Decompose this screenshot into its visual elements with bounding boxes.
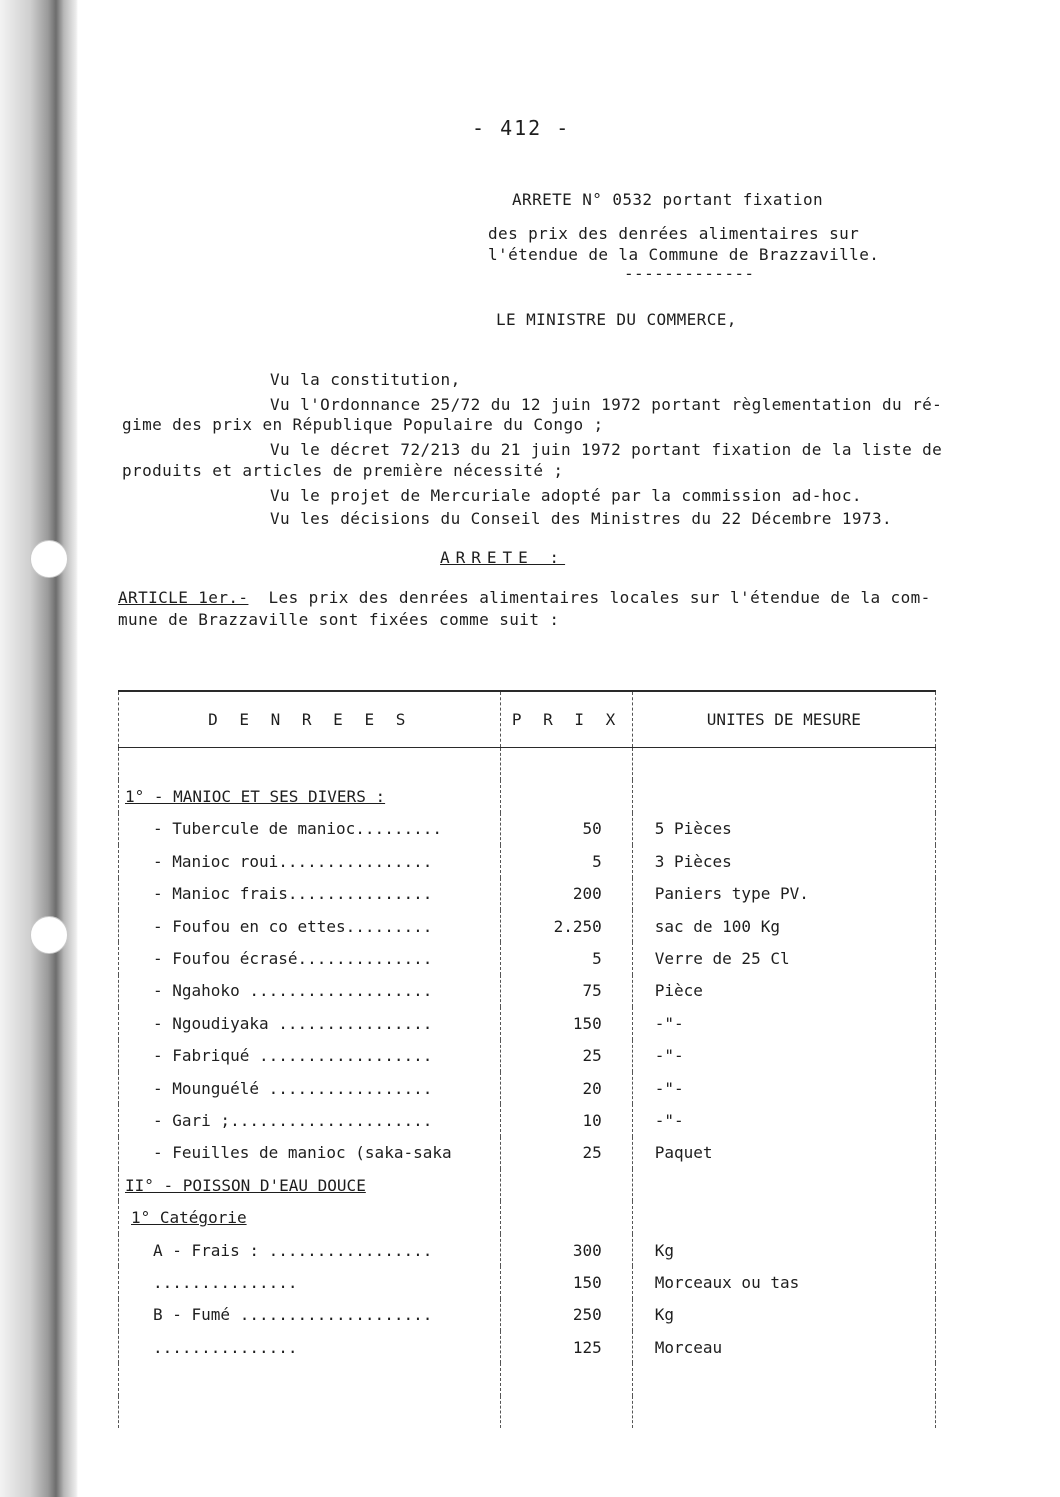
punch-hole xyxy=(30,540,68,578)
decision-heading: ARRETE : xyxy=(440,548,566,567)
decree-title-line3: l'étendue de la Commune de Brazzaville. xyxy=(488,245,880,264)
preamble-line: Vu l'Ordonnance 25/72 du 12 juin 1972 portant règlementation du ré- xyxy=(270,395,943,414)
decree-title-line2: des prix des denrées alimentaires sur xyxy=(488,224,860,243)
table-header-row xyxy=(119,691,936,748)
table-row: - Mounguélé ................. 20 -"- xyxy=(119,1072,936,1104)
binding-edge xyxy=(0,0,78,1497)
table-row: - Tubercule de manioc......... 50 5 Pièces xyxy=(119,813,936,845)
table-row xyxy=(119,748,936,781)
section-row xyxy=(119,1169,936,1201)
table-row: - Foufou écrasé.............. 5 Verre de 25 Cl xyxy=(119,942,936,974)
table-row: - Foufou en co ettes......... 2.250 sac de 100 Kg xyxy=(119,910,936,942)
preamble-line: Vu la constitution, xyxy=(270,370,461,389)
header-denrees: D E N R E E S xyxy=(119,691,501,748)
table-row: - Ngoudiyaka ................ 150 -"- xyxy=(119,1007,936,1039)
preamble-line: Vu le décret 72/213 du 21 juin 1972 portant fixation de la liste de xyxy=(270,440,943,459)
table-row xyxy=(119,1396,936,1428)
article-text: Les prix des denrées alimentaires locales sur l'étendue de la com- xyxy=(248,588,931,607)
punch-hole xyxy=(30,916,68,954)
table-row: - Fabriqué .................. 25 -"- xyxy=(119,1040,936,1072)
authority: LE MINISTRE DU COMMERCE, xyxy=(496,310,737,329)
preamble-line: Vu les décisions du Conseil des Ministres du 22 Décembre 1973. xyxy=(270,509,893,528)
table-row: - Manioc roui................ 5 3 Pièces xyxy=(119,845,936,877)
table-row: A - Frais : ................. 300 Kg xyxy=(119,1234,936,1266)
table-row: - Gari ;..................... 10 -"- xyxy=(119,1104,936,1136)
table-row: ............... 125 Morceau xyxy=(119,1331,936,1363)
subsection-title: 1° Catégorie xyxy=(119,1201,501,1233)
section-row xyxy=(119,780,936,812)
preamble-line: gime des prix en République Populaire du Congo ; xyxy=(122,415,604,434)
article-line2: mune de Brazzaville sont fixées comme suit : xyxy=(118,610,560,629)
preamble-line: Vu le projet de Mercuriale adopté par la commission ad-hoc. xyxy=(270,486,862,505)
section-title: 1° - MANIOC ET SES DIVERS : xyxy=(119,780,501,812)
table-row: ............... 150 Morceaux ou tas xyxy=(119,1266,936,1298)
section-title: II° - POISSON D'EAU DOUCE xyxy=(119,1169,501,1201)
table-row: B - Fumé .................... 250 Kg xyxy=(119,1299,936,1331)
price-table xyxy=(118,690,936,1428)
decree-title-line1: ARRETE N° 0532 portant fixation xyxy=(512,190,824,209)
title-separator: ------------- xyxy=(624,264,755,283)
subsection-row xyxy=(119,1201,936,1233)
table-row: - Feuilles de manioc (saka-saka 25 Paquet xyxy=(119,1137,936,1169)
header-unites: UNITES DE MESURE xyxy=(632,691,935,748)
table-row xyxy=(119,1363,936,1395)
table-row: - Manioc frais............... 200 Paniers type PV. xyxy=(119,878,936,910)
article-line1 xyxy=(118,588,931,607)
article-label: ARTICLE 1er.- xyxy=(118,588,249,607)
table-row: - Ngahoko ................... 75 Pièce xyxy=(119,975,936,1007)
preamble-line: produits et articles de première nécessité ; xyxy=(122,461,564,480)
header-prix: P R I X xyxy=(501,691,632,748)
page-number: - 412 - xyxy=(472,116,571,140)
